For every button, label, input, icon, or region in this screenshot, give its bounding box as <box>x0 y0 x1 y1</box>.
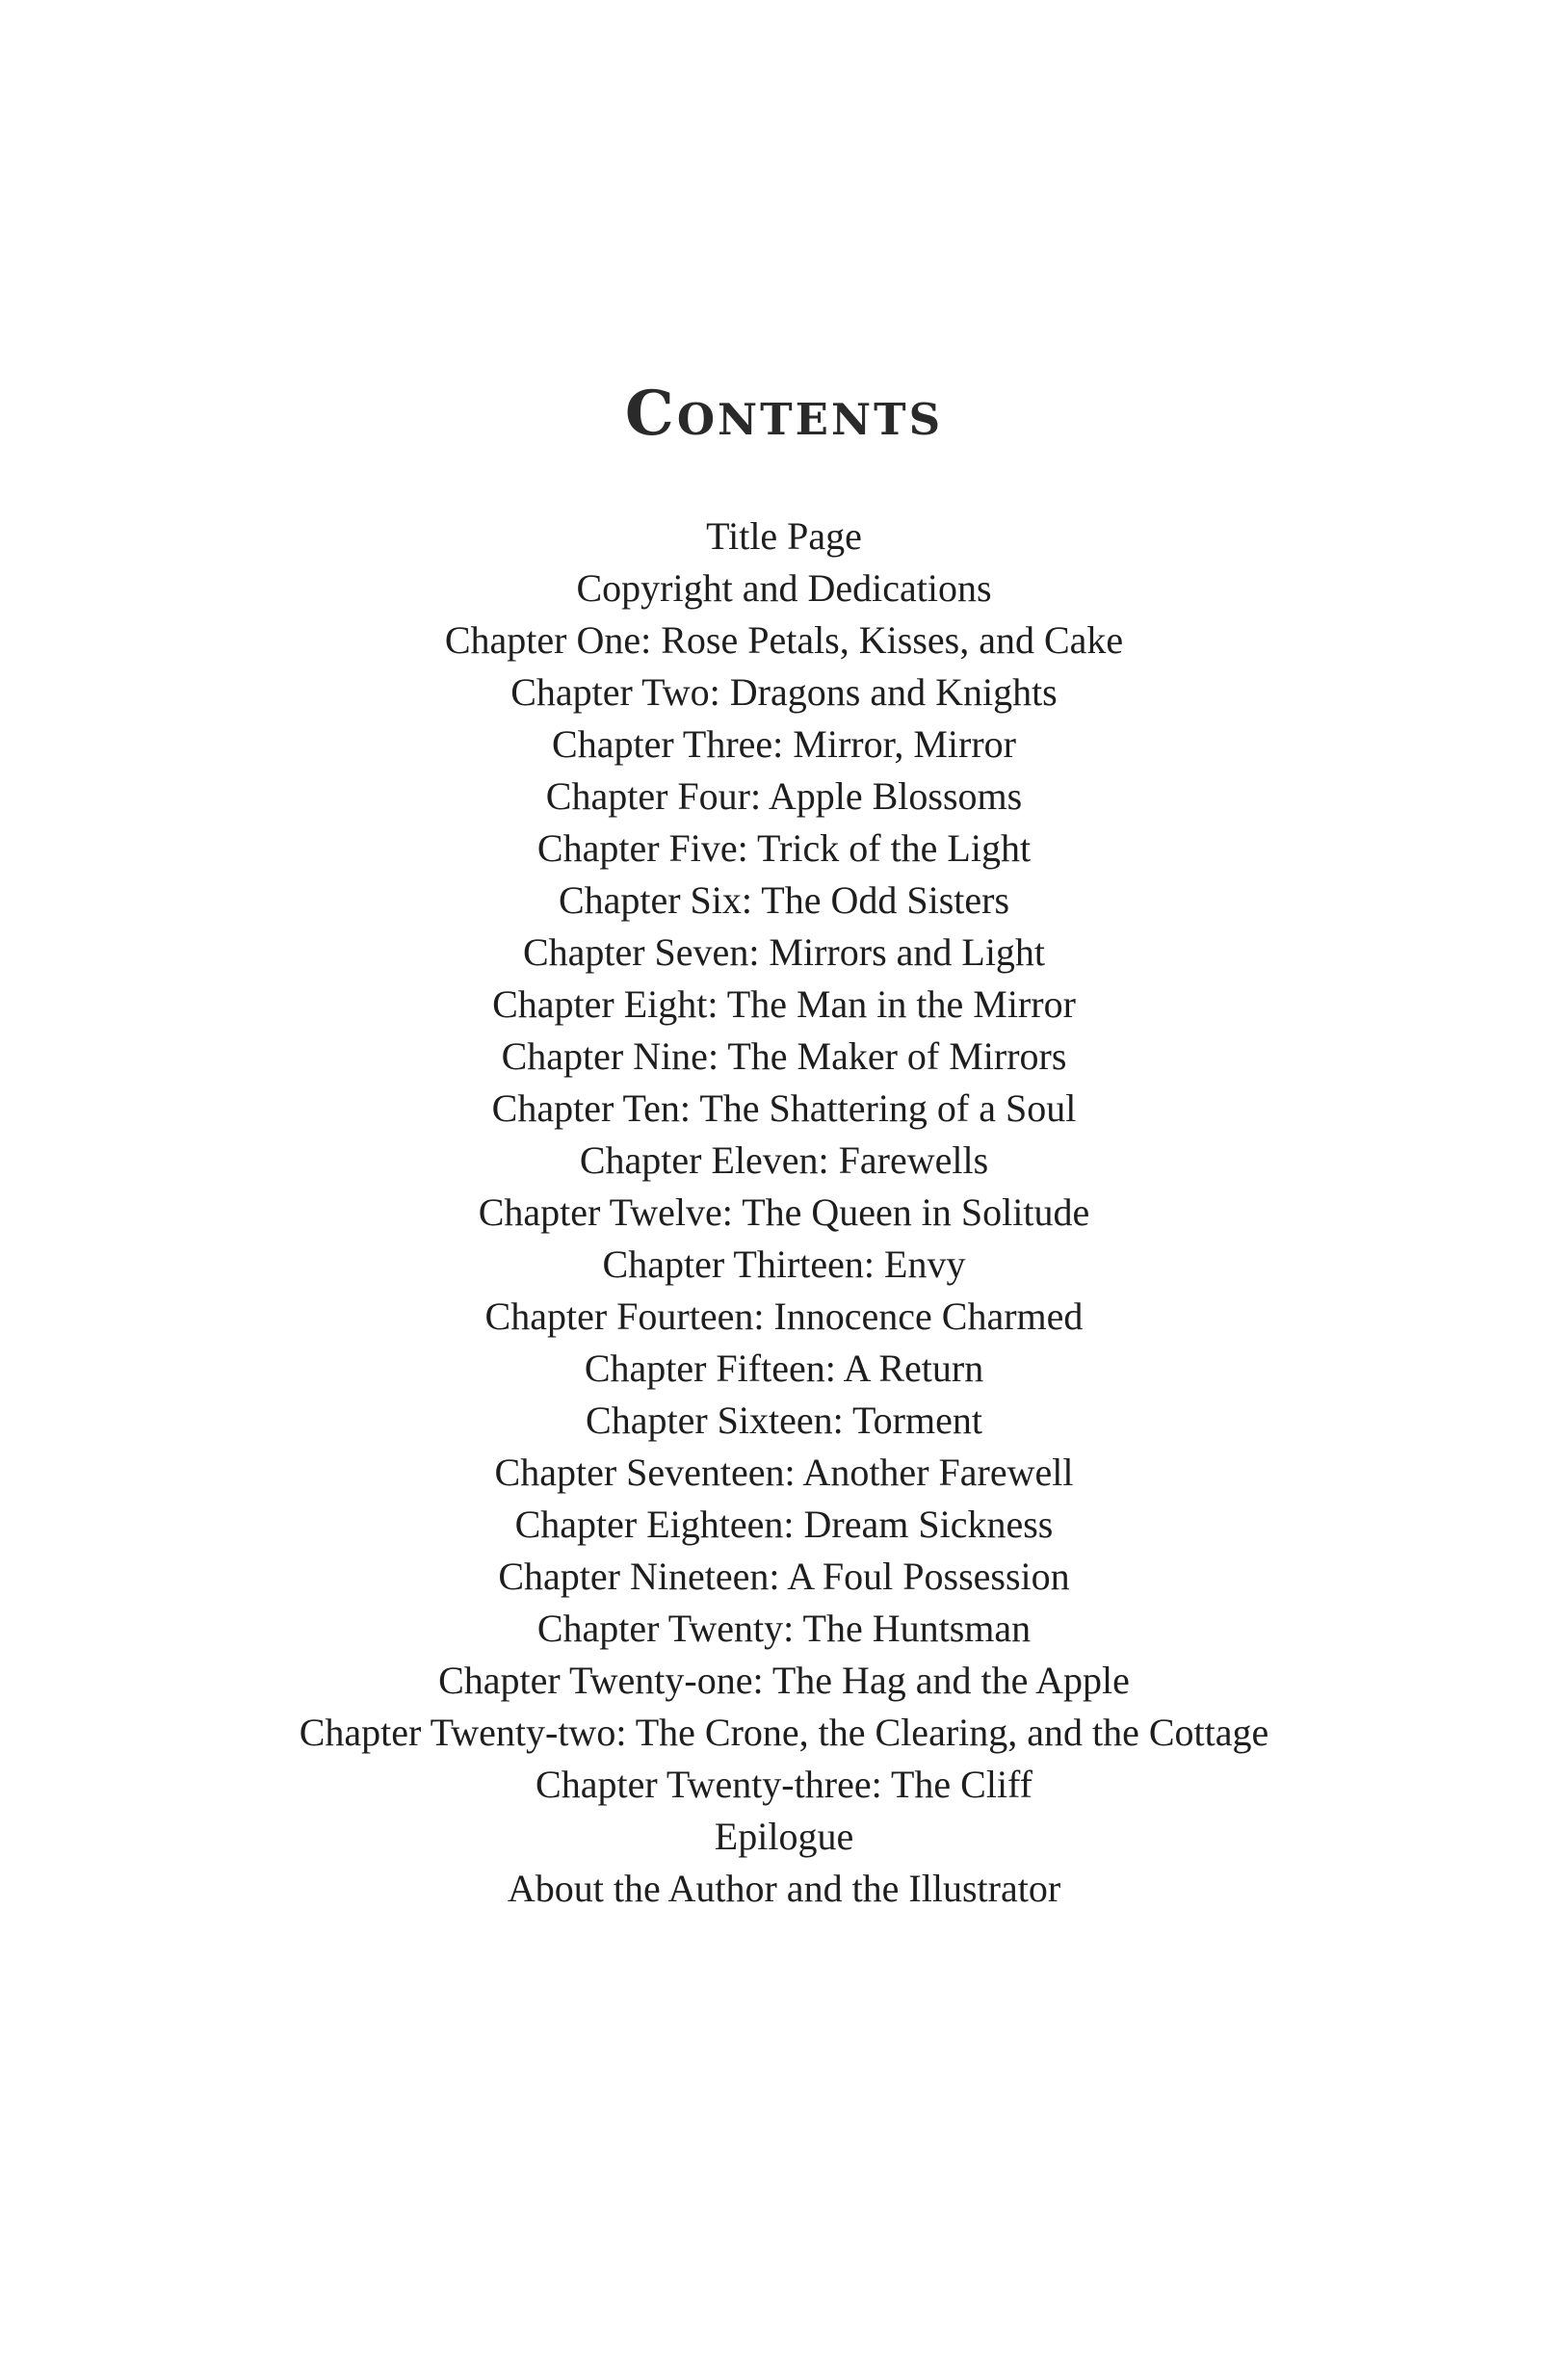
toc-entry-chapter-14[interactable]: Chapter Fourteen: Innocence Charmed <box>484 1295 1084 1338</box>
toc-entry-chapter-5[interactable]: Chapter Five: Trick of the Light <box>536 826 1032 870</box>
toc-entry-chapter-13[interactable]: Chapter Thirteen: Envy <box>602 1242 966 1286</box>
toc-entry-chapter-19[interactable]: Chapter Nineteen: A Foul Possession <box>498 1555 1070 1598</box>
toc-entry-chapter-6[interactable]: Chapter Six: The Odd Sisters <box>558 878 1010 922</box>
toc-entry-about[interactable]: About the Author and the Illustrator <box>507 1867 1061 1910</box>
toc-entry-chapter-11[interactable]: Chapter Eleven: Farewells <box>579 1138 989 1182</box>
toc-entry-chapter-2[interactable]: Chapter Two: Dragons and Knights <box>510 670 1058 714</box>
toc-entry-chapter-12[interactable]: Chapter Twelve: The Queen in Solitude <box>478 1190 1090 1234</box>
table-of-contents <box>0 510 1568 1915</box>
toc-entry-chapter-9[interactable]: Chapter Nine: The Maker of Mirrors <box>501 1034 1067 1078</box>
toc-entry-title-page[interactable]: Title Page <box>706 514 862 558</box>
toc-entry-chapter-17[interactable]: Chapter Seventeen: Another Farewell <box>494 1451 1074 1494</box>
toc-entry-chapter-4[interactable]: Chapter Four: Apple Blossoms <box>545 774 1023 818</box>
page-title: Contents <box>624 378 944 450</box>
toc-entry-chapter-23[interactable]: Chapter Twenty-three: The Cliff <box>536 1763 1032 1806</box>
toc-entry-epilogue[interactable]: Epilogue <box>714 1815 854 1858</box>
toc-entry-chapter-1[interactable]: Chapter One: Rose Petals, Kisses, and Cake <box>444 618 1124 662</box>
toc-entry-chapter-20[interactable]: Chapter Twenty: The Huntsman <box>536 1607 1032 1650</box>
toc-entry-chapter-8[interactable]: Chapter Eight: The Man in the Mirror <box>492 982 1076 1026</box>
toc-entry-chapter-7[interactable]: Chapter Seven: Mirrors and Light <box>522 930 1046 974</box>
toc-entry-chapter-16[interactable]: Chapter Sixteen: Torment <box>586 1399 982 1442</box>
toc-entry-chapter-22[interactable]: Chapter Twenty-two: The Crone, the Clearing, and the Cottage <box>299 1711 1269 1754</box>
toc-entry-chapter-21[interactable]: Chapter Twenty-one: The Hag and the Apple <box>438 1659 1130 1702</box>
toc-entry-chapter-18[interactable]: Chapter Eighteen: Dream Sickness <box>514 1503 1054 1546</box>
toc-entry-chapter-10[interactable]: Chapter Ten: The Shattering of a Soul <box>491 1086 1077 1130</box>
toc-entry-chapter-15[interactable]: Chapter Fifteen: A Return <box>584 1347 984 1390</box>
toc-entry-chapter-3[interactable]: Chapter Three: Mirror, Mirror <box>552 722 1016 766</box>
toc-entry-copyright[interactable]: Copyright and Dedications <box>576 566 992 610</box>
